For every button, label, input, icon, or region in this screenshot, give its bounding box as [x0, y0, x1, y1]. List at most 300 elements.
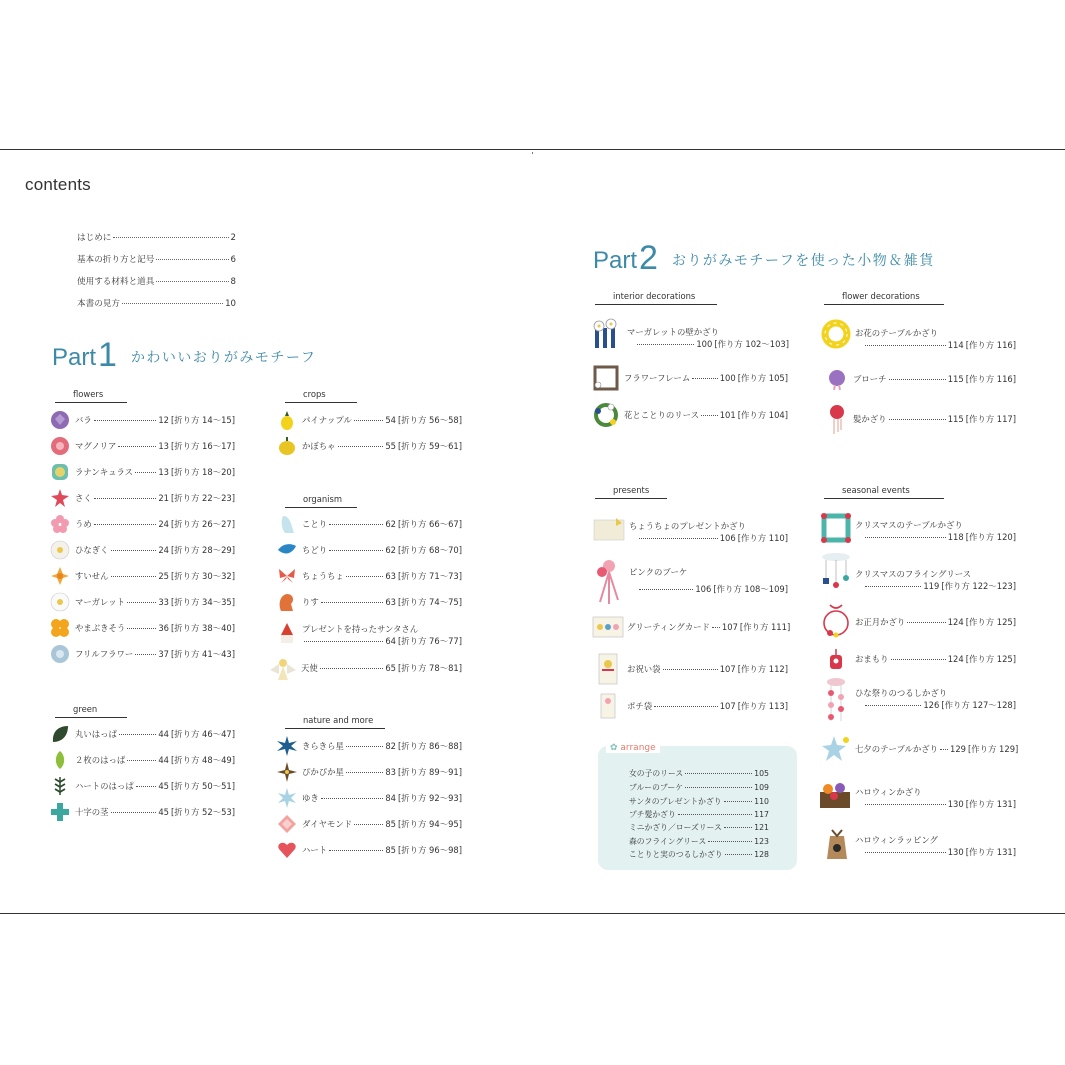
bird-icon: [277, 514, 297, 534]
intro-row[interactable]: [77, 231, 236, 243]
section-heading-flower-decorations: flower decorations: [824, 291, 944, 305]
spine-mark: [532, 152, 533, 154]
item-name: さく: [75, 493, 92, 503]
leader-dots: [346, 746, 383, 747]
toc-item-wreath[interactable]: [593, 402, 788, 428]
item-name: ひな祭りのつるしかざり: [855, 688, 948, 698]
item-page: 12: [158, 415, 169, 425]
toc-item-new-year[interactable]: [820, 603, 1016, 641]
leader-dots: [122, 303, 223, 304]
hair-ornament-icon: [826, 404, 848, 434]
leader-dots: [94, 420, 157, 421]
toc-item-hinamatsuri[interactable]: [820, 677, 1016, 725]
leader-dots: [639, 538, 718, 539]
halloween-box-icon: [818, 780, 852, 810]
star-icon: [277, 736, 297, 756]
arrange-name: ことりと実のつるしかざり: [629, 850, 723, 859]
part1-heading: [52, 336, 317, 374]
item-how: [折り方 41～43]: [170, 649, 235, 659]
section-heading-nature: nature and more: [285, 715, 385, 729]
part1-title: かわいいおりがみモチーフ: [130, 350, 317, 366]
toc-item-xmas-table[interactable]: [820, 512, 1016, 544]
item-how: [作り方 129]: [968, 744, 1019, 754]
item-how: [作り方 110]: [737, 533, 788, 543]
section-heading-flowers: flowers: [55, 389, 127, 403]
leader-dots: [136, 786, 157, 787]
intro-row[interactable]: [77, 297, 236, 309]
item-how: [作り方 116]: [965, 374, 1016, 384]
item-how: [折り方 59～61]: [397, 441, 462, 451]
magnolia-icon: [50, 436, 70, 456]
item-page: 63: [385, 571, 396, 581]
leader-dots: [654, 706, 718, 707]
item-name: すいせん: [75, 571, 109, 581]
toc-item-heart[interactable]: [277, 840, 462, 860]
toc-item-margaret[interactable]: [50, 592, 235, 612]
daffodil-icon: [50, 566, 70, 586]
item-how: [作り方 122～123]: [941, 581, 1016, 591]
item-name: グリーティングカード: [627, 622, 710, 632]
bouquet-icon: [592, 556, 626, 606]
leader-dots: [135, 472, 156, 473]
christmas-wreath-icon: [820, 512, 852, 544]
item-page: 85: [385, 845, 396, 855]
daisy-icon: [50, 540, 70, 560]
leader-dots: [637, 344, 694, 345]
toc-item-hinagiku[interactable]: [50, 540, 235, 560]
leader-dots: [889, 379, 946, 380]
toc-item-heart-leaf[interactable]: [50, 776, 235, 796]
leader-dots: [865, 586, 921, 587]
item-how: [作り方 117]: [965, 414, 1016, 424]
leader-dots: [865, 852, 946, 853]
sparkle-star-icon: [277, 762, 297, 782]
toc-item-round-leaf[interactable]: [50, 724, 235, 744]
item-how: [折り方 92～93]: [397, 793, 462, 803]
leader-dots: [113, 237, 228, 238]
margaret-icon: [50, 592, 70, 612]
item-how: [作り方 125]: [965, 617, 1016, 627]
item-name: パイナップル: [302, 415, 352, 425]
item-page: 100: [719, 373, 736, 383]
item-how: [折り方 71～73]: [397, 571, 462, 581]
toc-item-chidori[interactable]: [277, 540, 462, 560]
item-page: 107: [719, 701, 736, 711]
leader-dots: [304, 641, 383, 642]
item-page: 13: [158, 467, 169, 477]
arrange-row[interactable]: [629, 796, 769, 807]
item-page: 84: [385, 793, 396, 803]
item-page: 100: [696, 339, 713, 349]
item-how: [折り方 34～35]: [170, 597, 235, 607]
item-name: ことり: [302, 519, 328, 529]
item-name: フリルフラワー: [75, 649, 134, 659]
item-page: 21: [158, 493, 169, 503]
leader-dots: [354, 420, 384, 421]
leader-dots: [712, 627, 720, 628]
toc-item-hair-accessory[interactable]: [826, 404, 1016, 434]
item-page: 107: [721, 622, 738, 632]
santa-icon: [277, 623, 297, 643]
pumpkin-icon: [277, 436, 297, 456]
item-page: 119: [923, 581, 940, 591]
toc-item-pochi-bag[interactable]: [592, 693, 788, 719]
toc-item-pineapple[interactable]: [277, 410, 462, 430]
section-heading-presents: presents: [595, 485, 667, 499]
leader-dots: [891, 659, 946, 660]
part2-number: 2: [639, 239, 658, 277]
arrange-page: 121: [754, 823, 769, 832]
toc-item-diamond[interactable]: [277, 814, 462, 834]
item-page: 55: [385, 441, 396, 451]
leader-dots: [708, 841, 752, 842]
item-how: [折り方 56～58]: [397, 415, 462, 425]
item-page: 24: [158, 519, 169, 529]
toc-item-butterfly-present[interactable]: [592, 514, 788, 544]
item-page: 24: [158, 545, 169, 555]
leader-dots: [320, 668, 384, 669]
greeting-card-icon: [592, 616, 624, 638]
item-how: [折り方 74～75]: [397, 597, 462, 607]
item-how: [作り方 125]: [965, 654, 1016, 664]
arrange-name: ミニかざり／ローズリース: [629, 823, 722, 832]
intro-label: 基本の折り方と記号: [77, 255, 155, 265]
arrange-row[interactable]: [629, 849, 769, 860]
item-page: 63: [385, 597, 396, 607]
item-name: ちどり: [302, 545, 328, 555]
item-how: [折り方 26～27]: [170, 519, 235, 529]
leader-dots: [94, 524, 157, 525]
item-name: ２枚のはっぱ: [75, 755, 126, 765]
item-page: 45: [158, 781, 169, 791]
item-page: 44: [158, 729, 169, 739]
item-how: [作り方 131]: [965, 799, 1016, 809]
leader-dots: [321, 602, 384, 603]
item-page: 115: [947, 414, 964, 424]
intro-row[interactable]: [77, 253, 236, 265]
leader-dots: [111, 812, 157, 813]
squirrel-icon: [277, 592, 297, 612]
intro-page: 10: [225, 299, 236, 309]
leader-dots: [865, 537, 946, 538]
section-heading-organism: organism: [285, 494, 357, 508]
item-name: マグノリア: [75, 441, 117, 451]
item-name: りす: [302, 597, 319, 607]
item-how: [作り方 127～128]: [941, 700, 1016, 710]
item-how: [作り方 116]: [965, 340, 1016, 350]
amulet-icon: [820, 647, 852, 671]
item-name: ハート: [302, 845, 328, 855]
arrange-name: 森のフライングリース: [629, 837, 707, 846]
rose-icon: [50, 410, 70, 430]
item-name: マーガレット: [75, 597, 125, 607]
item-page: 124: [947, 617, 964, 627]
arrange-name: プチ髪かざり: [629, 810, 676, 819]
frill-flower-icon: [50, 644, 70, 664]
item-how: [折り方 38～40]: [170, 623, 235, 633]
toc-item-greeting-card[interactable]: [592, 616, 791, 638]
leader-dots: [338, 446, 384, 447]
item-name: クリスマスのテーブルかざり: [855, 520, 963, 530]
item-how: [作り方 104]: [737, 410, 788, 420]
leader-dots: [354, 824, 383, 825]
flower-icon: [50, 488, 70, 508]
toc-item-xmas-flying-wreath[interactable]: [820, 552, 1016, 592]
toc-item-butterfly[interactable]: [277, 566, 462, 586]
part1-number: 1: [98, 336, 117, 374]
item-page: 33: [158, 597, 169, 607]
part1-word: Part: [52, 344, 97, 371]
leader-dots: [329, 850, 383, 851]
leader-dots: [111, 576, 157, 577]
arrange-page: 117: [754, 810, 769, 819]
item-page: 25: [158, 571, 169, 581]
arrange-row[interactable]: [629, 809, 769, 820]
item-name: ちょうちょのプレゼントかざり: [629, 521, 746, 531]
heart-icon: [277, 840, 297, 860]
leader-dots: [865, 705, 921, 706]
item-how: [折り方 48～49]: [170, 755, 235, 765]
item-page: 83: [385, 767, 396, 777]
arrange-page: 128: [754, 850, 769, 859]
section-heading-interior: interior decorations: [595, 291, 717, 305]
intro-page: 6: [230, 255, 236, 265]
item-name: クリスマスのフライングリース: [855, 569, 972, 579]
item-page: 129: [950, 744, 966, 754]
intro-label: はじめに: [77, 233, 112, 243]
toc-item-snow[interactable]: [277, 788, 462, 808]
item-name: かぼちゃ: [302, 441, 336, 451]
item-page: 130: [947, 799, 964, 809]
toc-item-yamabukisou[interactable]: [50, 618, 235, 638]
frame-icon: [593, 365, 619, 391]
leader-dots: [346, 772, 383, 773]
toc-item-halloween[interactable]: [818, 780, 1016, 810]
toc-item-angel[interactable]: [270, 656, 462, 680]
wreath-icon: [593, 402, 619, 428]
toc-item-flower-table[interactable]: [820, 318, 1016, 351]
item-how: [折り方 30～32]: [170, 571, 235, 581]
item-name: お祝い袋: [627, 664, 661, 674]
toc-item-margaret-wall[interactable]: [589, 318, 789, 350]
item-page: 118: [947, 532, 964, 542]
intro-label: 使用する材料と道具: [77, 277, 155, 287]
item-how: [折り方 14～15]: [170, 415, 235, 425]
item-name: お花のテーブルかざり: [855, 328, 938, 338]
leader-dots: [685, 787, 752, 788]
toc-item-squirrel[interactable]: [277, 592, 462, 612]
leader-dots: [156, 259, 228, 260]
toc-item-cross-stem[interactable]: [50, 802, 235, 822]
item-name: 花とことりのリース: [624, 410, 699, 420]
hanging-ornament-icon: [820, 677, 852, 725]
contents-title: contents: [25, 175, 91, 194]
item-how: [折り方 52～53]: [170, 807, 235, 817]
new-year-wreath-icon: [820, 603, 852, 641]
leader-dots: [940, 749, 948, 750]
item-name: ゆき: [302, 793, 319, 803]
item-how: [作り方 131]: [965, 847, 1016, 857]
toc-item-omamori[interactable]: [820, 647, 1016, 671]
item-name: ポチ袋: [627, 701, 653, 711]
leaf-icon: ✿: [610, 743, 618, 753]
toc-item-flower-frame[interactable]: [593, 365, 788, 391]
leader-dots: [701, 415, 718, 416]
bottom-rule: [0, 913, 1065, 914]
toc-item-saku[interactable]: [50, 488, 235, 508]
item-page: 44: [158, 755, 169, 765]
item-how: [折り方 94～95]: [397, 819, 462, 829]
toc-item-brooch[interactable]: [826, 368, 1016, 390]
item-how: [折り方 16～17]: [170, 441, 235, 451]
item-page: 114: [947, 340, 964, 350]
intro-page: 8: [230, 277, 236, 287]
item-page: 101: [719, 410, 736, 420]
star-decoration-icon: [820, 734, 852, 764]
leader-dots: [346, 576, 383, 577]
toc-item-pikapika-star[interactable]: [277, 762, 462, 782]
leader-dots: [329, 550, 383, 551]
leader-dots: [118, 446, 156, 447]
item-how: [折り方 22～23]: [170, 493, 235, 503]
intro-page: 2: [230, 233, 236, 243]
leader-dots: [685, 773, 752, 774]
leader-dots: [663, 669, 718, 670]
leader-dots: [692, 378, 717, 379]
round-leaf-icon: [50, 724, 70, 744]
item-name: ピンクのブーケ: [629, 567, 688, 577]
leader-dots: [156, 281, 228, 282]
toc-item-tanabata[interactable]: [820, 734, 1019, 764]
brooch-icon: [826, 368, 848, 390]
item-page: 13: [158, 441, 169, 451]
item-name: ダイヤモンド: [302, 819, 353, 829]
leader-dots: [127, 760, 156, 761]
toc-item-ume[interactable]: [50, 514, 235, 534]
item-name: 十字の茎: [75, 807, 109, 817]
item-name: 丸いはっぱ: [75, 729, 117, 739]
leader-dots: [907, 622, 945, 623]
butterfly-icon: [277, 566, 297, 586]
top-rule: [0, 149, 1065, 150]
item-page: 106: [719, 533, 736, 543]
item-name: ハートのはっぱ: [75, 781, 134, 791]
item-page: 54: [385, 415, 396, 425]
toc-item-frill-flower[interactable]: [50, 644, 235, 664]
yellow-flower-icon: [50, 618, 70, 638]
item-name: プレゼントを持ったサンタさん: [302, 624, 419, 634]
part2-heading: [593, 239, 935, 277]
toc-item-halloween-wrapping[interactable]: [822, 826, 1016, 860]
item-name: 髪かざり: [853, 414, 887, 424]
two-leaves-icon: [50, 750, 70, 770]
item-how: [作り方 105]: [737, 373, 788, 383]
leader-dots: [329, 524, 383, 525]
toc-item-bara[interactable]: [50, 410, 235, 430]
angel-icon: [270, 656, 296, 680]
arrange-row[interactable]: [629, 782, 769, 793]
arrange-page: 123: [754, 837, 769, 846]
item-page: 62: [385, 545, 396, 555]
part2-word: Part: [593, 247, 638, 274]
arrange-heading-text: arrange: [620, 743, 656, 753]
toc-item-kirakira-star[interactable]: [277, 736, 462, 756]
item-page: 65: [385, 663, 396, 673]
item-how: [折り方 89～91]: [397, 767, 462, 777]
cross-icon: [50, 802, 70, 822]
item-name: ハロウィンラッピング: [855, 835, 938, 845]
mobile-icon: [820, 552, 852, 588]
heart-leaf-icon: [50, 776, 70, 796]
leader-dots: [111, 550, 157, 551]
diamond-icon: [277, 814, 297, 834]
item-how: [折り方 66～67]: [397, 519, 462, 529]
leader-dots: [135, 654, 156, 655]
item-how: [作り方 108～109]: [713, 584, 788, 594]
item-name: うめ: [75, 519, 92, 529]
item-how: [折り方 18～20]: [170, 467, 235, 477]
toc-item-pumpkin[interactable]: [277, 436, 462, 456]
leader-dots: [639, 589, 693, 590]
item-page: 124: [947, 654, 964, 664]
item-how: [作り方 102～103]: [714, 339, 789, 349]
leader-dots: [94, 498, 157, 499]
snowflake-icon: [277, 788, 297, 808]
item-name: やまぶきそう: [75, 623, 126, 633]
toc-item-pink-bouquet[interactable]: [592, 556, 788, 606]
item-how: [折り方 50～51]: [170, 781, 235, 791]
item-name: バラ: [75, 415, 92, 425]
toc-item-celebration-envelope[interactable]: [592, 652, 788, 686]
item-name: ブローチ: [853, 374, 887, 384]
item-how: [作り方 120]: [965, 532, 1016, 542]
leader-dots: [724, 801, 753, 802]
leader-dots: [724, 827, 752, 828]
item-how: [折り方 46～47]: [170, 729, 235, 739]
gift-box-icon: [592, 514, 626, 542]
toc-item-two-leaves[interactable]: [50, 750, 235, 770]
leader-dots: [889, 419, 946, 420]
item-page: 45: [158, 807, 169, 817]
arrange-row[interactable]: [629, 768, 769, 779]
item-page: 85: [385, 819, 396, 829]
item-how: [折り方 96～98]: [397, 845, 462, 855]
item-how: [折り方 78～81]: [397, 663, 462, 673]
item-how: [折り方 28～29]: [170, 545, 235, 555]
intro-label: 本書の見方: [77, 299, 120, 309]
item-how: [作り方 111]: [739, 622, 791, 632]
plum-blossom-icon: [50, 514, 70, 534]
item-name: 七夕のテーブルかざり: [855, 744, 938, 754]
toc-item-suisen[interactable]: [50, 566, 235, 586]
item-name: お正月かざり: [855, 617, 906, 627]
toc-item-kotori[interactable]: [277, 514, 462, 534]
item-name: マーガレットの壁かざり: [627, 327, 719, 337]
item-page: 130: [947, 847, 964, 857]
item-page: 64: [385, 636, 396, 646]
intro-row[interactable]: [77, 275, 236, 287]
arrange-page: 110: [754, 797, 769, 806]
item-name: ちょうちょ: [302, 571, 344, 581]
item-name: ラナンキュラス: [75, 467, 133, 477]
arrange-page: 105: [754, 769, 769, 778]
toc-item-ranunculus[interactable]: [50, 462, 235, 482]
item-name: きらきら星: [302, 741, 344, 751]
toc-item-magnolia[interactable]: [50, 436, 235, 456]
arrange-row[interactable]: [629, 822, 769, 833]
toc-item-santa[interactable]: [277, 623, 462, 647]
arrange-row[interactable]: [629, 836, 769, 847]
